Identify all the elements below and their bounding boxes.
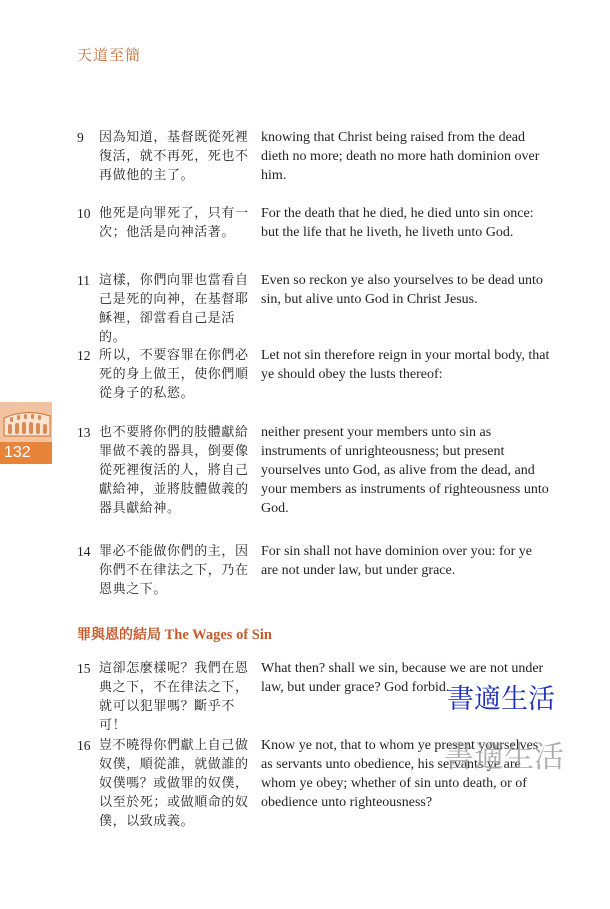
watermark-gray: 書適生活: [444, 740, 564, 775]
verse-number: 15: [77, 661, 91, 676]
verse-row: [77, 204, 557, 264]
section-heading-chinese: 罪與恩的結局: [77, 627, 161, 643]
verse-english: knowing that Christ being raised from the dead dieth no more; death no more hath dominion over him.: [261, 130, 540, 183]
verse-number: 16: [77, 738, 91, 753]
verse-chinese: 這樣，你們向罪也當看自己是死的向神，在基督耶穌裡，卻當看自己是活的。: [99, 273, 249, 345]
section-heading-english: The Wages of Sin: [164, 627, 272, 643]
verse-chinese: 也不要將你們的肢體獻給罪做不義的器具，倒要像從死裡復活的人，將自己獻給神，並將肢體做義的器具獻給神。: [99, 425, 249, 516]
verse-chinese: 他死是向罪死了，只有一次；他活是向神活著。: [99, 206, 249, 240]
verse-number: 10: [77, 206, 91, 221]
verse-number: 11: [77, 273, 90, 288]
verse-chinese: 這卻怎麼樣呢？我們在恩典之下，不在律法之下，就可以犯罪嗎？斷乎不可！: [99, 661, 249, 733]
page-number: 132: [0, 442, 52, 464]
section-heading: [77, 624, 272, 644]
verse-chinese: 豈不曉得你們獻上自己做奴僕，順從誰，就做誰的奴僕嗎？或做罪的奴僕，以至於死；或做順命的奴僕，以致成義。: [99, 738, 249, 829]
verse-english: neither present your members unto sin as instruments of unrighteousness; but present yourselves unto God, as alive from the dead, and your members as instruments of righteousness unto God.: [261, 425, 549, 516]
colosseum-icon: [0, 402, 52, 442]
verse-number: 12: [77, 348, 91, 363]
page-tab: [0, 402, 52, 464]
verse-row: [77, 128, 557, 188]
verse-english: Let not sin therefore reign in your mortal body, that ye should obey the lusts thereof:: [261, 348, 550, 382]
verse-english: For the death that he died, he died unto sin once: but the life that he liveth, he liveth unto God.: [261, 206, 534, 240]
verse-number: 9: [77, 130, 84, 145]
verse-row: [77, 542, 557, 602]
verse-chinese: 因為知道，基督既從死裡復活，就不再死，死也不再做他的主了。: [99, 130, 249, 183]
colosseum-illustration: [0, 402, 52, 442]
verse-row: [77, 271, 557, 345]
verse-english: For sin shall not have dominion over you: for ye are not under law, but under grace.: [261, 544, 533, 578]
verse-number: 13: [77, 425, 91, 440]
verse-chinese: 所以，不要容罪在你們必死的身上做王，使你們順從身子的私慾。: [99, 348, 249, 401]
watermark-blue: 書適生活: [447, 684, 555, 715]
verse-row: [77, 346, 557, 406]
verse-english: What then? shall we sin, because we are not under law, but under grace? God forbid.: [261, 661, 544, 695]
verse-chinese: 罪必不能做你們的主，因你們不在律法之下，乃在恩典之下。: [99, 544, 249, 597]
verse-row: [77, 423, 557, 523]
verse-english: Know ye not, that to whom ye present yourselves as servants unto obedience, his servants ye are whom ye obey; whether of sin unto death, or of obedience unto righteousness?: [261, 738, 539, 810]
verse-english: Even so reckon ye also yourselves to be dead unto sin, but alive unto God in Christ Jesus.: [261, 273, 543, 307]
verse-number: 14: [77, 544, 91, 559]
running-head: 天道至簡: [77, 46, 142, 64]
